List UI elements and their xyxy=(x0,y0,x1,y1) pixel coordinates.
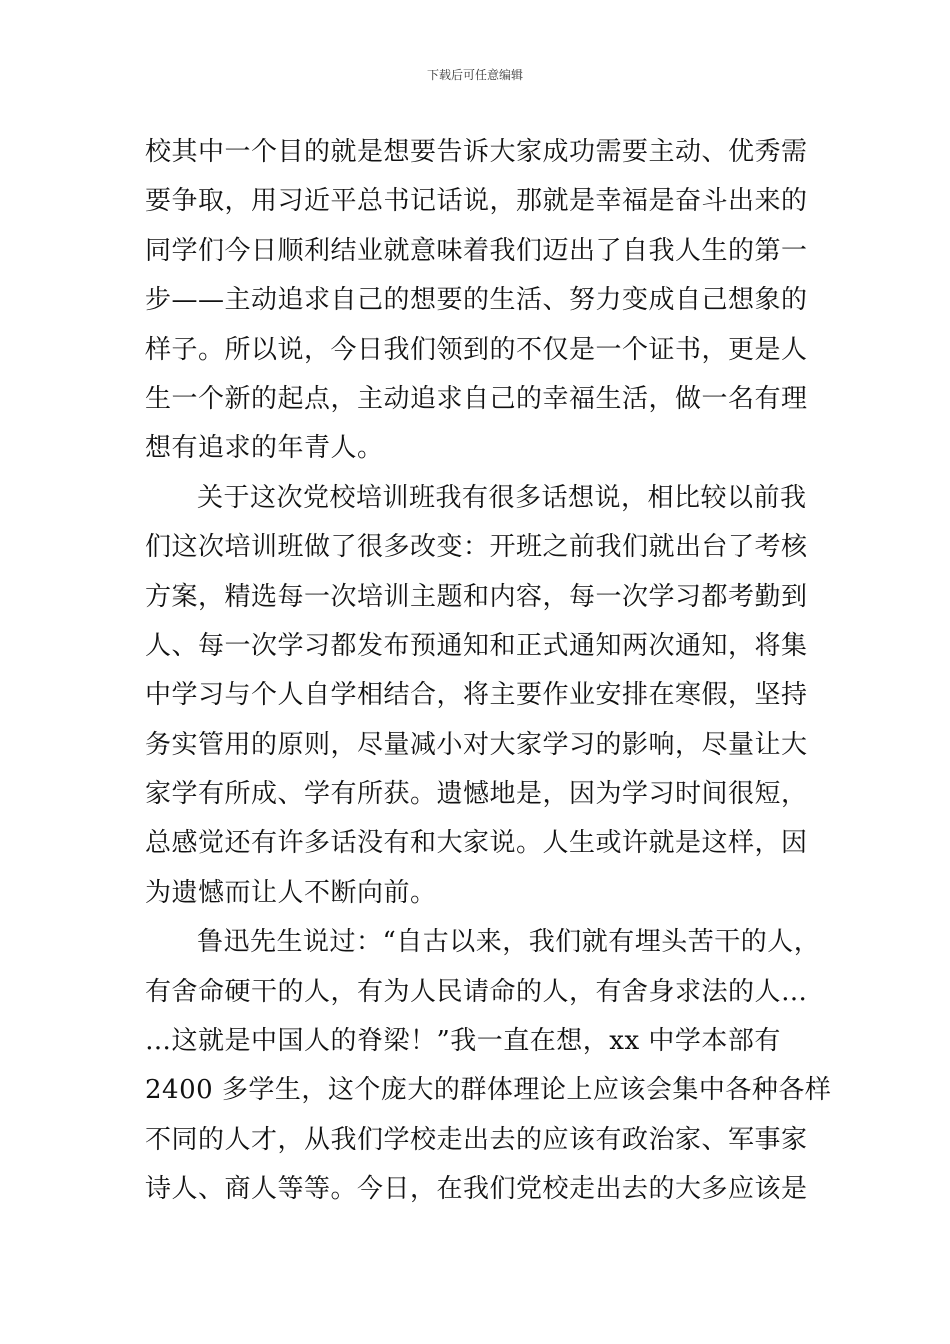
text-line: 诗人、商人等等。今日，在我们党校走出去的大多应该是 xyxy=(145,1174,808,1205)
text-line: 家学有所成、学有所获。遗憾地是，因为学习时间很短， xyxy=(145,779,808,810)
text-line: 总感觉还有许多话没有和大家说。人生或许就是这样，因 xyxy=(145,828,808,859)
text-line: 生一个新的起点，主动追求自己的幸福生活，做一名有理 xyxy=(145,383,808,414)
text-line: 务实管用的原则，尽量减小对大家学习的影响，尽量让大 xyxy=(145,729,808,760)
text-line: 同学们今日顺利结业就意味着我们迈出了自我人生的第一 xyxy=(145,235,808,266)
text-line: 鲁迅先生说过：“自古以来，我们就有埋头苦干的人， xyxy=(197,927,821,958)
text-line: 校其中一个目的就是想要告诉大家成功需要主动、优秀需 xyxy=(145,137,808,167)
text-line: 步——主动追求自己的想要的生活、努力变成自己想象的 xyxy=(145,285,808,316)
text-line: 们这次培训班做了很多改变：开班之前我们就出台了考核 xyxy=(145,532,808,563)
page-header: 下载后可任意编辑 xyxy=(426,68,523,82)
text-line: 样子。所以说，今日我们领到的不仅是一个证书，更是人 xyxy=(145,334,808,365)
text-line: 关于这次党校培训班我有很多话想说，相比较以前我 xyxy=(197,482,807,513)
paragraph xyxy=(145,128,815,474)
text-line: 要争取，用习近平总书记话说，那就是幸福是奋斗出来的 xyxy=(145,186,808,217)
text-line: 为遗憾而让人不断向前。 xyxy=(145,877,437,908)
text-line: 不同的人才，从我们学校走出去的应该有政治家、军事家 xyxy=(145,1124,808,1155)
text-line: …这就是中国人的脊梁！”我一直在想，xx 中学本部有 xyxy=(145,1026,781,1057)
text-line: 想有追求的年青人。 xyxy=(145,433,384,464)
document-body xyxy=(145,128,832,1215)
text-line: 2400 多学生，这个庞大的群体理论上应该会集中各种各样 xyxy=(145,1075,832,1106)
paragraph xyxy=(145,918,832,1214)
text-line: 有舍命硬干的人，有为人民请命的人，有舍身求法的人… xyxy=(145,976,808,1007)
text-line: 中学习与个人自学相结合，将主要作业安排在寒假，坚持 xyxy=(145,680,808,711)
paragraph xyxy=(145,474,815,919)
text-line: 人、每一次学习都发布预通知和正式通知两次通知，将集 xyxy=(145,630,808,661)
text-line: 方案，精选每一次培训主题和内容，每一次学习都考勤到 xyxy=(145,581,808,612)
